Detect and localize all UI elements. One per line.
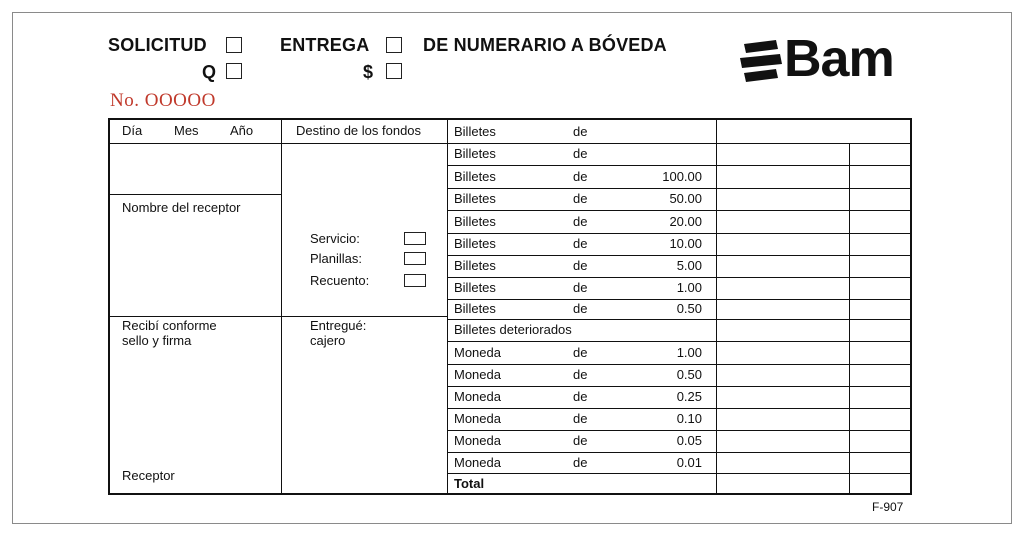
cajero-label: cajero (310, 333, 346, 348)
denomination-de: de (573, 455, 588, 470)
col-divider-left (281, 120, 282, 495)
brand-name: Bam (784, 30, 894, 88)
sello-firma-label: sello y firma (122, 333, 192, 348)
signature-divider (110, 316, 447, 317)
entrega-checkbox[interactable] (386, 37, 402, 53)
denomination-label: Billetes (454, 236, 496, 251)
amount-cell[interactable] (718, 210, 848, 233)
denomination-value: 0.25 (676, 389, 702, 404)
amount-cell[interactable] (718, 386, 848, 408)
denomination-label: Moneda (454, 345, 501, 360)
amount-cell[interactable] (718, 319, 848, 341)
denomination-de: de (573, 367, 588, 382)
entrega-label: ENTREGA (280, 35, 370, 55)
usd-checkbox[interactable] (386, 63, 402, 79)
denomination-label: Billetes (454, 146, 496, 161)
cash-form-table (108, 118, 912, 495)
entregue-label: Entregué: (310, 318, 367, 333)
col-divider-amount (716, 120, 717, 495)
amount-cell[interactable] (718, 188, 848, 210)
denomination-label: Billetes (454, 258, 496, 273)
amount-cell[interactable] (718, 364, 848, 386)
planillas-checkbox[interactable] (404, 252, 426, 265)
denomination-label: Moneda (454, 455, 501, 470)
denomination-label: Billetes deteriorados (454, 322, 572, 337)
form-title: DE NUMERARIO A BÓVEDA (423, 35, 667, 55)
month-label: Mes (174, 123, 199, 138)
year-label: Año (230, 123, 254, 138)
amount-cell[interactable] (718, 255, 848, 277)
amount-cell[interactable] (718, 233, 848, 255)
denomination-label: Billetes (454, 214, 496, 229)
denomination-de: de (573, 280, 588, 295)
date-divider (110, 143, 281, 144)
denomination-label: Moneda (454, 367, 501, 382)
q-checkbox[interactable] (226, 63, 242, 79)
folio-number: No. OOOOO (110, 90, 216, 111)
denomination-value: 10.00 (669, 236, 702, 251)
denomination-value: 0.05 (676, 433, 702, 448)
denomination-value: 0.10 (676, 411, 702, 426)
bam-logo (738, 30, 918, 90)
denomination-label: Billetes (454, 301, 496, 316)
recibi-label: Recibí conforme (122, 318, 217, 333)
receptor-divider (110, 194, 281, 195)
receptor-name-label: Nombre del receptor (122, 200, 241, 215)
planillas-label: Planillas: (310, 251, 363, 266)
amount-cell[interactable] (718, 165, 848, 188)
denomination-label: Moneda (454, 411, 501, 426)
denomination-de: de (573, 191, 588, 206)
receptor-label: Receptor (122, 468, 175, 483)
denomination-value: 0.50 (676, 301, 702, 316)
amount-cell[interactable] (718, 277, 848, 299)
denomination-de: de (573, 345, 588, 360)
destination-divider (281, 143, 447, 144)
denomination-de: de (573, 433, 588, 448)
servicio-label: Servicio: (310, 231, 360, 246)
amount-cell[interactable] (718, 143, 848, 165)
denomination-value: 0.01 (676, 455, 702, 470)
denomination-label: Moneda (454, 433, 501, 448)
form-code: F-907 (872, 500, 904, 514)
denomination-value: 5.00 (676, 258, 702, 273)
denomination-value: 20.00 (669, 214, 702, 229)
recuento-checkbox[interactable] (404, 274, 426, 287)
destination-label: Destino de los fondos (296, 123, 422, 138)
denomination-label: Billetes (454, 169, 496, 184)
q-label: Q (202, 62, 217, 82)
denomination-value: 1.00 (676, 345, 702, 360)
denomination-value: 0.50 (676, 367, 702, 382)
amount-cell[interactable] (718, 408, 848, 430)
denomination-de: de (573, 214, 588, 229)
denomination-de: de (573, 146, 588, 161)
denomination-value: 50.00 (669, 191, 702, 206)
solicitud-checkbox[interactable] (226, 37, 242, 53)
recuento-label: Recuento: (310, 273, 370, 288)
servicio-checkbox[interactable] (404, 232, 426, 245)
bam-stripes-icon (738, 36, 784, 90)
amount-cell[interactable] (718, 473, 848, 495)
amount-cell[interactable] (718, 299, 848, 319)
denomination-de: de (573, 301, 588, 316)
denomination-label: Moneda (454, 389, 501, 404)
day-label: Día (122, 123, 143, 138)
denomination-de: de (573, 124, 588, 139)
usd-label: $ (363, 62, 374, 82)
denomination-de: de (573, 411, 588, 426)
amount-cell[interactable] (718, 452, 848, 473)
col-divider-middle (447, 120, 448, 495)
denomination-de: de (573, 258, 588, 273)
amount-cell[interactable] (718, 430, 848, 452)
amount-cell[interactable] (718, 341, 848, 364)
solicitud-label: SOLICITUD (108, 35, 207, 55)
denomination-value: 1.00 (676, 280, 702, 295)
amount-cell[interactable] (718, 120, 848, 143)
denomination-label: Total (454, 476, 485, 491)
denomination-de: de (573, 236, 588, 251)
denomination-label: Billetes (454, 280, 496, 295)
denomination-label: Billetes (454, 191, 496, 206)
denomination-value: 100.00 (662, 169, 702, 184)
denomination-label: Billetes (454, 124, 496, 139)
denomination-de: de (573, 169, 588, 184)
denomination-de: de (573, 389, 588, 404)
